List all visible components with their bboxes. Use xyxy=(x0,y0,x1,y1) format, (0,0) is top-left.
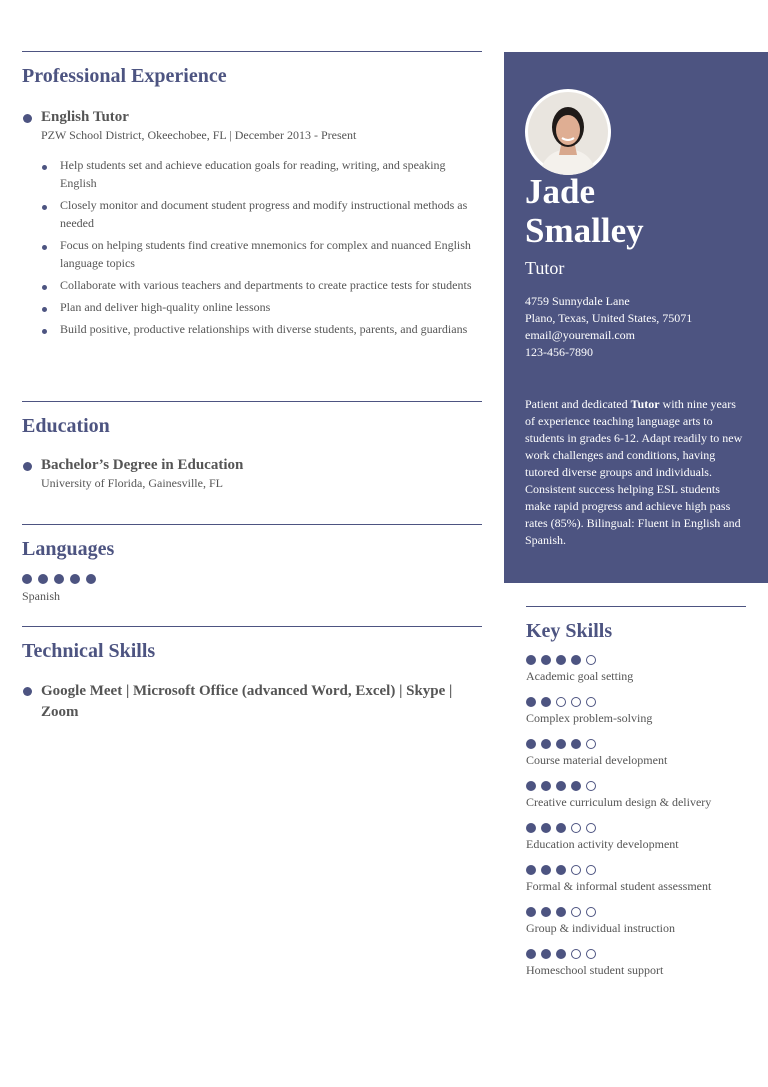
skill-rating xyxy=(526,739,746,749)
empty-circle-icon xyxy=(571,823,581,833)
filled-circle-icon xyxy=(541,739,551,749)
dot-icon xyxy=(23,687,32,696)
skill-item xyxy=(526,907,746,936)
languages-heading: Languages xyxy=(22,538,115,560)
section-divider xyxy=(22,524,482,525)
filled-circle-icon xyxy=(526,949,536,959)
bullet-text: Build positive, productive relationships with diverse students, parents, and guardians xyxy=(60,322,468,336)
summary-text xyxy=(525,396,747,549)
skill-item xyxy=(526,697,746,726)
key-skills-heading: Key Skills xyxy=(526,620,613,642)
list-item xyxy=(60,156,482,192)
filled-circle-icon xyxy=(556,739,566,749)
skill-rating xyxy=(526,907,746,917)
filled-circle-icon xyxy=(541,781,551,791)
job-bullets xyxy=(22,156,482,338)
skill-rating xyxy=(526,949,746,959)
contact-info xyxy=(525,293,692,361)
dot-icon xyxy=(23,114,32,123)
key-skills-section xyxy=(526,606,746,978)
bullet-text: Plan and deliver high-quality online lessons xyxy=(60,300,271,314)
filled-circle-icon xyxy=(556,823,566,833)
skill-rating xyxy=(526,781,746,791)
filled-circle-icon xyxy=(86,574,96,584)
skill-item xyxy=(526,781,746,810)
key-skills-list xyxy=(526,655,746,978)
empty-circle-icon xyxy=(586,907,596,917)
skill-item xyxy=(526,865,746,894)
filled-circle-icon xyxy=(526,823,536,833)
technical-skills-heading: Technical Skills xyxy=(22,640,156,662)
bullet-text: Closely monitor and document student progress and modify instructional methods as needed xyxy=(60,198,468,230)
dot-icon xyxy=(42,307,47,312)
filled-circle-icon xyxy=(526,739,536,749)
skill-item xyxy=(526,655,746,684)
language-rating xyxy=(22,574,482,584)
filled-circle-icon xyxy=(526,907,536,917)
filled-circle-icon xyxy=(54,574,64,584)
filled-circle-icon xyxy=(526,697,536,707)
languages-section xyxy=(22,524,482,604)
filled-circle-icon xyxy=(541,907,551,917)
filled-circle-icon xyxy=(556,949,566,959)
bullet-text: Focus on helping students find creative mnemonics for complex and nuanced English language topics xyxy=(60,238,471,270)
avatar-photo-icon xyxy=(525,89,611,175)
list-item xyxy=(60,276,482,294)
dot-icon xyxy=(23,462,32,471)
empty-circle-icon xyxy=(586,781,596,791)
job-title: English Tutor xyxy=(41,109,129,125)
education-section xyxy=(22,401,482,491)
experience-section xyxy=(22,51,482,342)
avatar xyxy=(525,89,611,175)
section-divider xyxy=(22,626,482,627)
education-heading: Education xyxy=(22,415,110,437)
skill-label: Group & individual instruction xyxy=(526,921,675,935)
technical-entry xyxy=(22,681,482,723)
empty-circle-icon xyxy=(571,907,581,917)
email[interactable]: email@youremail.com xyxy=(525,328,636,342)
last-name: Smalley xyxy=(525,211,644,250)
filled-circle-icon xyxy=(541,823,551,833)
filled-circle-icon xyxy=(571,739,581,749)
filled-circle-icon xyxy=(541,865,551,875)
section-divider xyxy=(22,401,482,402)
address-line-2: Plano, Texas, United States, 75071 xyxy=(525,311,693,325)
list-item xyxy=(60,320,482,338)
skill-rating xyxy=(526,655,746,665)
skill-label: Complex problem-solving xyxy=(526,711,653,725)
dot-icon xyxy=(42,285,47,290)
filled-circle-icon xyxy=(70,574,80,584)
filled-circle-icon xyxy=(526,781,536,791)
filled-circle-icon xyxy=(556,781,566,791)
list-item xyxy=(60,298,482,316)
empty-circle-icon xyxy=(586,655,596,665)
skill-label: Formal & informal student assessment xyxy=(526,879,712,893)
section-divider xyxy=(22,51,482,52)
dot-icon xyxy=(42,245,47,250)
job-role: Tutor xyxy=(525,258,565,278)
skill-rating xyxy=(526,823,746,833)
empty-circle-icon xyxy=(586,823,596,833)
technical-skills-text: Google Meet | Microsoft Office (advanced Word, Excel) | Skype | Zoom xyxy=(41,683,453,720)
filled-circle-icon xyxy=(556,865,566,875)
bullet-text: Collaborate with various teachers and departments to create practice tests for students xyxy=(60,278,472,292)
skill-item xyxy=(526,949,746,978)
summary-highlight: Tutor xyxy=(630,397,660,411)
skill-label: Academic goal setting xyxy=(526,669,634,683)
technical-skills-section xyxy=(22,626,482,723)
job-meta: PZW School District, Okeechobee, FL | December 2013 - Present xyxy=(41,128,357,142)
skill-label: Education activity development xyxy=(526,837,679,851)
experience-heading: Professional Experience xyxy=(22,65,227,87)
filled-circle-icon xyxy=(38,574,48,584)
empty-circle-icon xyxy=(586,865,596,875)
address-line-1: 4759 Sunnydale Lane xyxy=(525,294,630,308)
list-item xyxy=(60,236,482,272)
filled-circle-icon xyxy=(541,949,551,959)
list-item xyxy=(60,196,482,232)
skill-rating xyxy=(526,865,746,875)
empty-circle-icon xyxy=(556,697,566,707)
dot-icon xyxy=(42,205,47,210)
filled-circle-icon xyxy=(541,655,551,665)
profile-panel xyxy=(504,52,768,583)
summary-part: with nine years of experience teaching language arts to students in grades 6-12. Adapt readily to new work challenges and conditions, having tutored diverse groups and individuals. Consistent success helping ESL students make rapid progress and achieve high pass rates (85%). Bilingual: Fluent in English and Spanish. xyxy=(525,397,743,547)
full-name xyxy=(525,172,755,250)
dot-icon xyxy=(42,165,47,170)
dot-icon xyxy=(42,329,47,334)
school-name: University of Florida, Gainesville, FL xyxy=(41,476,223,490)
phone[interactable]: 123-456-7890 xyxy=(525,345,593,359)
bullet-text: Help students set and achieve education goals for reading, writing, and speaking English xyxy=(60,158,446,190)
language-name: Spanish xyxy=(22,589,61,603)
section-divider xyxy=(526,606,746,607)
job-entry xyxy=(22,108,482,143)
degree-title: Bachelor’s Degree in Education xyxy=(41,457,244,473)
empty-circle-icon xyxy=(571,697,581,707)
filled-circle-icon xyxy=(556,907,566,917)
skill-label: Homeschool student support xyxy=(526,963,664,977)
skill-label: Course material development xyxy=(526,753,668,767)
skill-label: Creative curriculum design & delivery xyxy=(526,795,712,809)
filled-circle-icon xyxy=(526,655,536,665)
filled-circle-icon xyxy=(541,697,551,707)
education-entry xyxy=(22,456,482,491)
filled-circle-icon xyxy=(556,655,566,665)
first-name: Jade xyxy=(525,172,595,211)
filled-circle-icon xyxy=(22,574,32,584)
filled-circle-icon xyxy=(526,865,536,875)
skill-rating xyxy=(526,697,746,707)
empty-circle-icon xyxy=(586,949,596,959)
filled-circle-icon xyxy=(571,781,581,791)
summary-part: Patient and dedicated xyxy=(525,397,631,411)
skill-item xyxy=(526,739,746,768)
empty-circle-icon xyxy=(571,865,581,875)
empty-circle-icon xyxy=(586,739,596,749)
skill-item xyxy=(526,823,746,852)
empty-circle-icon xyxy=(586,697,596,707)
empty-circle-icon xyxy=(571,949,581,959)
filled-circle-icon xyxy=(571,655,581,665)
